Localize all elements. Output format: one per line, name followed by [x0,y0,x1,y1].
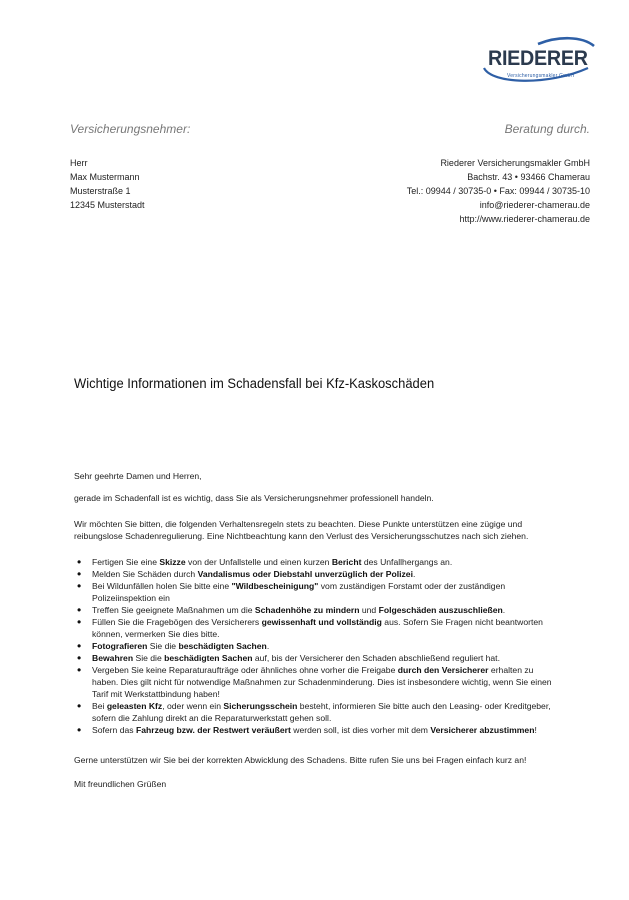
rule-emphasis: Sicherungsschein [223,701,298,711]
rule-text: . [502,605,506,615]
rule-text: ! [534,725,537,735]
rule-text: Bei [92,701,107,711]
customer-address [70,156,145,212]
company-logo [478,34,596,86]
letter-subject: Wichtige Informationen im Schadensfall bei Kfz-Kaskoschäden [74,376,435,391]
rule-text: Treffen Sie geeignete Maßnahmen um die [92,605,255,615]
rule-text: , oder wenn ein [162,701,224,711]
rule-emphasis: Folgeschäden auszuschließen [378,605,503,615]
letter-intro: gerade im Schadenfall ist es wichtig, dass Sie als Versicherungsnehmer professionell handeln. [74,493,434,503]
rule-item [74,640,559,652]
rule-emphasis: beschädigten Sachen [178,641,267,651]
customer-city: 12345 Musterstadt [70,200,145,210]
rule-item [74,568,559,580]
rule-emphasis: Fotografieren [92,641,148,651]
letter-request: Wir möchten Sie bitten, die folgenden Verhaltensregeln stets zu beachten. Diese Punkte unterstützen eine zügige und reibungslose Schadenregulierung. Eine Nichtbeachtung kann den Verlust des Versicherungsschutzes nach sich ziehen. [74,519,529,541]
rule-emphasis: Bewahren [92,653,134,663]
rule-text: . [412,569,416,579]
rule-item [74,616,559,640]
logo-tagline: Versicherungsmakler GmbH [507,73,575,79]
rule-emphasis: Skizze [159,557,186,567]
rule-text: . [266,641,270,651]
rule-emphasis: Schadenhöhe zu mindern [254,605,360,615]
rule-emphasis: gewissenhaft und vollständig [261,617,382,627]
letter-regards: Mit freundlichen Grüßen [74,779,167,789]
rule-text: Bei Wildunfällen holen Sie bitte eine [92,581,232,591]
rule-emphasis: Versicherer abzustimmen [430,725,535,735]
rule-text: von der Unfallstelle und einen kurzen [185,557,332,567]
customer-name: Max Mustermann [70,172,140,182]
rule-text: Füllen Sie die Fragebögen des Versicherers [92,617,262,627]
customer-street: Musterstraße 1 [70,186,131,196]
rule-emphasis: Vandalismus oder Diebstahl unverzüglich der Polizei [197,569,413,579]
rule-item [74,604,559,616]
rule-item [74,724,559,736]
rule-text: und [359,605,379,615]
letter-closing: Gerne unterstützen wir Sie bei der korrekten Abwicklung des Schadens. Bitte rufen Sie uns bei Fragen einfach kurz an! [74,755,527,765]
rule-item [74,556,559,568]
rule-text: auf, bis der Versicherer den Schaden abschließend reguliert hat. [252,653,500,663]
rule-item [74,700,559,724]
rule-emphasis: durch den Versicherer [397,665,489,675]
advisor-heading: Beratung durch. [504,122,590,136]
rule-text: Fertigen Sie eine [92,557,160,567]
rule-text: Sie die [133,653,165,663]
rule-text: Sie die [147,641,179,651]
rule-emphasis: Bericht [331,557,362,567]
rule-text: besteht, informieren Sie bitte auch den Leasing- oder Kreditgeber, sofern die Zahlung direkt an die Reparaturwerkstatt gehen soll. [92,701,551,723]
rule-emphasis: geleasten Kfz [106,701,163,711]
rule-emphasis: beschädigten Sachen [164,653,253,663]
advisor-phone-fax: Tel.: 09944 / 30735-0 • Fax: 09944 / 30735-10 [406,186,590,196]
rule-text: vom zuständigen Forstamt oder der zuständigen Polizeiinspektion ein [92,581,506,603]
advisor-address [407,156,590,226]
rule-emphasis: Fahrzeug bzw. der Restwert veräußert [135,725,291,735]
rule-text: des Unfallhergangs an. [361,557,453,567]
advisor-website[interactable]: http://www.riederer-chamerau.de [459,214,590,224]
customer-salutation: Herr [70,158,88,168]
advisor-email[interactable]: info@riederer-chamerau.de [479,200,590,210]
rule-item [74,652,559,664]
rules-list [74,556,559,736]
rule-text: Vergeben Sie keine Reparaturaufträge oder ähnliches ohne vorher die Freigabe [92,665,398,675]
letter-salutation: Sehr geehrte Damen und Herren, [74,471,202,481]
rule-text: erhalten zu haben. Dies gilt nicht für notwendige Maßnahmen zur Schadenminderung. Dies ist insbesondere wichtig, wenn Sie einen Tarif mit Werkstattbindung haben! [92,665,552,699]
advisor-street: Bachstr. 43 • 93466 Chamerau [467,172,590,182]
rule-text: Sofern das [92,725,136,735]
logo-wordmark: RIEDERER [488,47,588,70]
policyholder-heading: Versicherungsnehmer: [70,122,191,136]
rule-text: Melden Sie Schäden durch [92,569,198,579]
rule-emphasis: "Wildbescheinigung" [231,581,319,591]
rule-item [74,664,559,700]
rule-text: aus. Sofern Sie Fragen nicht beantworten können, vermerken Sie dies bitte. [92,617,543,639]
advisor-company: Riederer Versicherungsmakler GmbH [440,158,590,168]
rule-item [74,580,559,604]
rule-text: werden soll, ist dies vorher mit dem [290,725,431,735]
